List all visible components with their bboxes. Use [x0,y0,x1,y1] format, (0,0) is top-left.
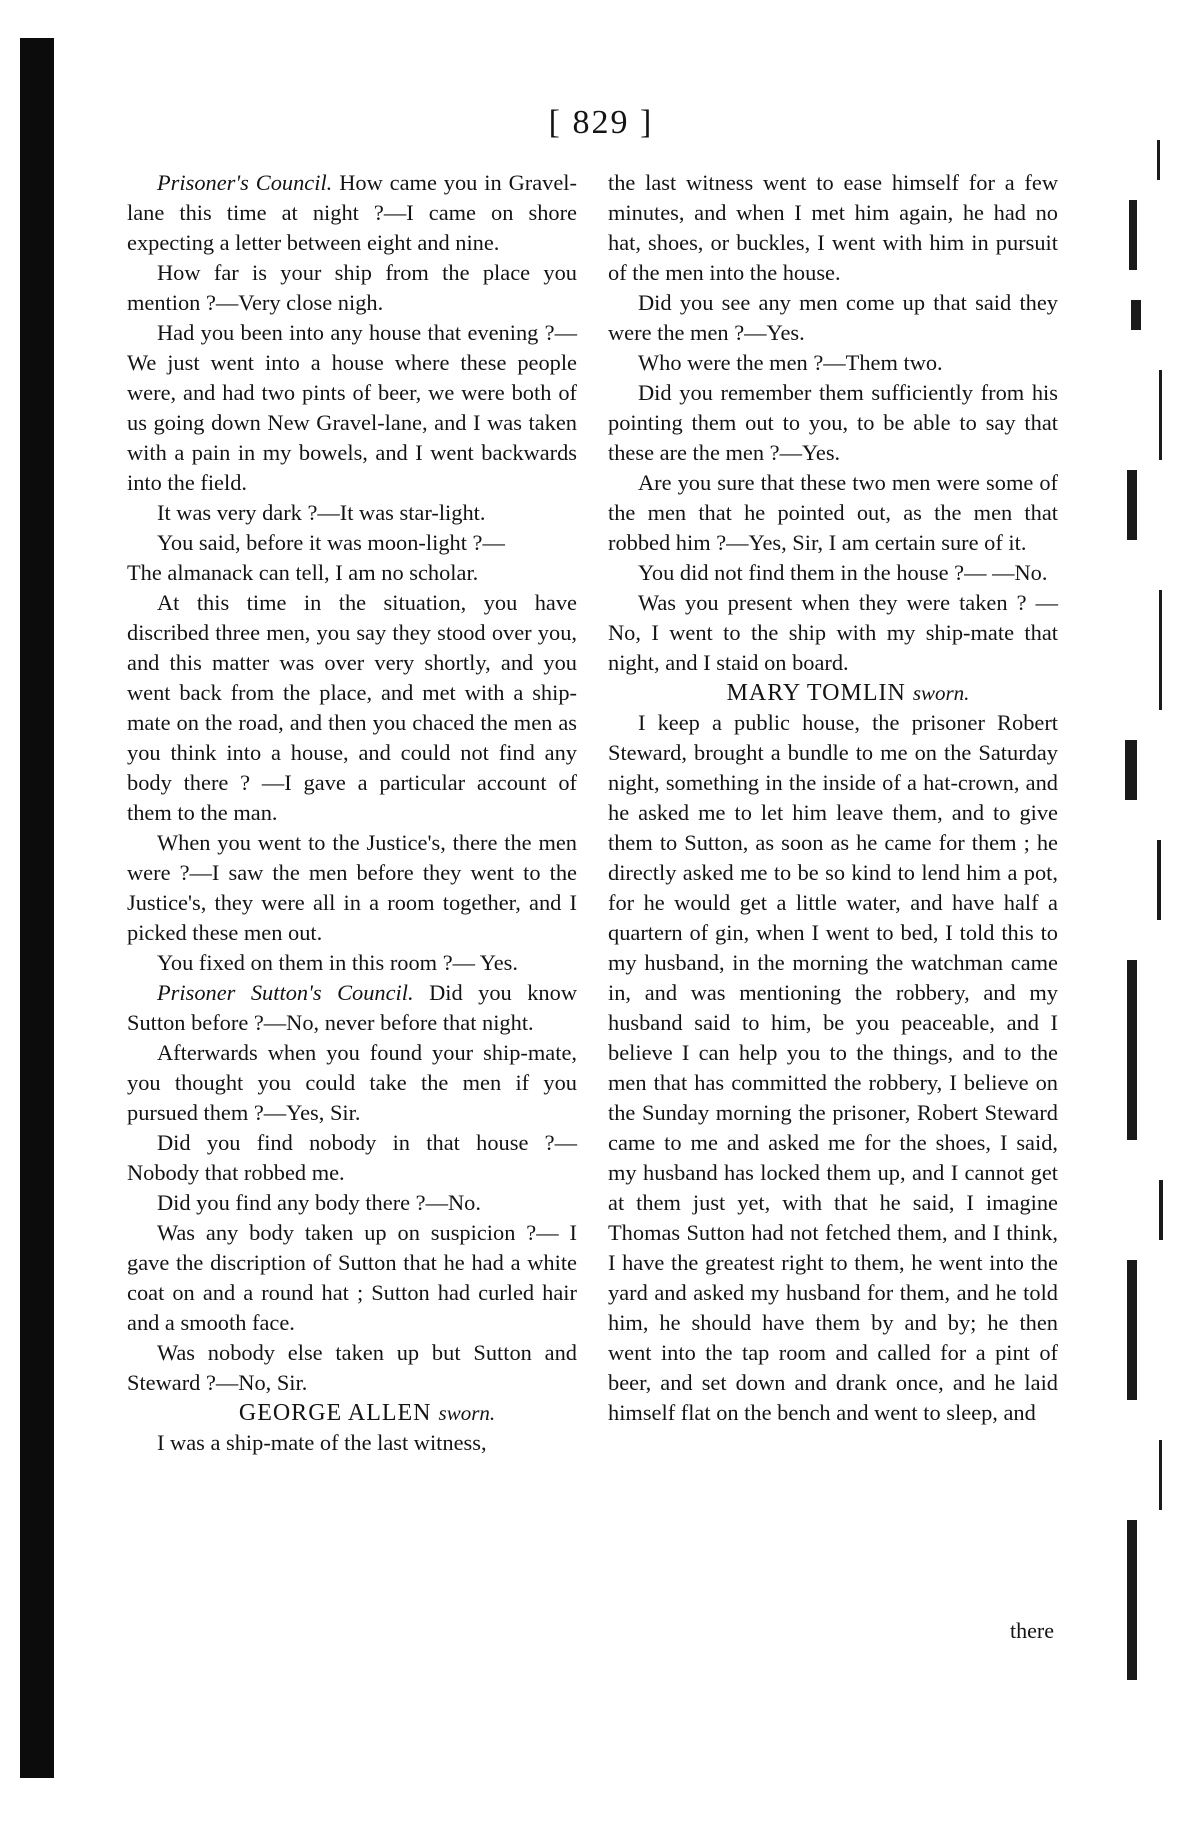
scan-mark [1127,960,1137,1140]
paragraph-text: Had you been into any house that evening ?—We just went into a house where these people were, and had two pints of beer, we were both of us going down New Gravel-lane, and I was taken with a pain in my bowels, and I went backwards into the field. [127,320,577,495]
witness-heading [608,678,1058,708]
paragraph-text: You said, before it was moon-light ?— [157,530,505,555]
paragraph [127,828,577,948]
paragraph [608,168,1058,288]
paragraph-text: It was very dark ?—It was star-light. [157,500,486,525]
paragraph [127,1218,577,1338]
sworn-label: sworn. [438,1401,496,1425]
witness-name: GEORGE ALLEN [238,1400,432,1426]
paragraph [127,168,577,258]
paragraph-text: How far is your ship from the place you mention ?—Very close nigh. [127,260,577,315]
paragraph-text: I keep a public house, the prisoner Robert Steward, brought a bundle to me on the Saturday night, something in the inside of a hat-crown, and he asked me to let him leave them, and to give them to Sutton, as soon as he came for them ; he directly asked me to be so kind to lend him a pot, for he would get a little water, and have half a quartern of gin, when I went to bed, I told this to my husband, in the morning the watchman came in, and was mentioning the robbery, and my husband said to him, be you peaceable, and I believe I can help you to the things, and to the men that has committed the robbery, I believe on the Sunday morning the prisoner, Robert Steward came to me and asked me for the shoes, I said, my husband has locked them up, and I cannot get at them just yet, with that he said, I imagine Thomas Sutton had not fetched them, and I think, I have the greatest right to them, he went into the yard and asked my husband for them, and he told him, he should have them by and by; he then went into the tap room and called for a pint of beer, and set down and drank once, and he laid himself flat on the bench and went to sleep, and [608,710,1058,1425]
paragraph [127,1338,577,1398]
scan-mark [1159,590,1162,710]
paragraph [608,708,1058,1428]
scan-mark [1159,1180,1163,1240]
paragraph-text: How came you in Gravel-lane this time at night ?—I came on shore expecting a letter between eight and nine. [127,170,577,255]
paragraph-text: Did you know Sutton before ?—No, never before that night. [127,980,577,1035]
paragraph [127,258,577,318]
paragraph [608,378,1058,468]
paragraph [608,468,1058,558]
catchword: there [1010,1618,1054,1643]
paragraph-text: Who were the men ?—Them two. [638,350,943,375]
paragraph [127,318,577,498]
speaker-label: Prisoner's Council. [157,170,333,195]
paragraph [127,588,577,828]
scan-mark [1129,200,1137,270]
sworn-label: sworn. [912,681,970,705]
paragraph [127,528,577,558]
paragraph-text: The almanack can tell, I am no scholar. [127,560,479,585]
paragraph-text: Did you see any men come up that said they were the men ?—Yes. [608,290,1058,345]
scan-mark [1131,300,1141,330]
scan-mark [1127,470,1137,540]
paragraph-text: You fixed on them in this room ?— Yes. [157,950,518,975]
scan-mark [1159,370,1162,460]
scan-mark [1159,1440,1162,1510]
paragraph-text: the last witness went to ease himself for a few minutes, and when I met him again, he had no hat, shoes, or buckles, I went with him in pursuit of the men into the house. [608,170,1058,285]
page-number: [ 829 ] [548,104,654,141]
paragraph [127,1038,577,1128]
scan-mark [1127,1260,1137,1400]
paragraph-text: Did you remember them sufficiently from his pointing them out to you, to be able to say that these are the men ?—Yes. [608,380,1058,465]
paragraph-text: You did not find them in the house ?— —No. [638,560,1048,585]
paragraph [608,348,1058,378]
paragraph-text: At this time in the situation, you have discribed three men, you say they stood over you, and this matter was over very shortly, and you went back from the place, and met with a ship-mate on the road, and then you chaced the men as you think into a house, and could not find any body there ? —I gave a particular account of them to the man. [127,590,577,825]
paragraph-text: Was any body taken up on suspicion ?— I gave the discription of Sutton that he had a white coat on and a round hat ; Sutton had curled hair and a smooth face. [127,1220,577,1335]
paragraph [127,1128,577,1188]
page-edge-marks [1119,140,1179,1700]
left-column [127,168,577,1458]
paragraph-text: Afterwards when you found your ship-mate, you thought you could take the men if you pursued them ?—Yes, Sir. [127,1040,577,1125]
paragraph [608,588,1058,678]
paragraph [127,1428,577,1458]
paragraph-text: Was you present when they were taken ? —No, I went to the ship with my ship-mate that night, and I staid on board. [608,590,1058,675]
paragraph-text: Was nobody else taken up but Sutton and Steward ?—No, Sir. [127,1340,577,1395]
scan-mark [1127,1520,1137,1680]
scan-mark [1157,840,1161,920]
paragraph [127,948,577,978]
paragraph [608,558,1058,588]
witness-name: MARY TOMLIN [726,680,906,706]
paragraph [608,288,1058,348]
scan-mark [1125,740,1137,800]
paragraph [127,978,577,1038]
paragraph-text: When you went to the Justice's, there the men were ?—I saw the men before they went to the Justice's, they were all in a room together, and I picked these men out. [127,830,577,945]
paragraph-text: Are you sure that these two men were some of the men that he pointed out, as the men that robbed him ?—Yes, Sir, I am certain sure of it. [608,470,1058,555]
paragraph-text: I was a ship-mate of the last witness, [157,1430,487,1455]
binding-shadow [20,38,54,1778]
speaker-label: Prisoner Sutton's Council. [157,980,414,1005]
paragraph [127,1188,577,1218]
right-column [608,168,1058,1428]
paragraph-text: Did you find nobody in that house ?— Nobody that robbed me. [127,1130,577,1185]
paragraph [127,498,577,528]
scan-mark [1157,140,1160,180]
paragraph [127,558,577,588]
witness-heading [127,1398,577,1428]
paragraph-text: Did you find any body there ?—No. [157,1190,481,1215]
